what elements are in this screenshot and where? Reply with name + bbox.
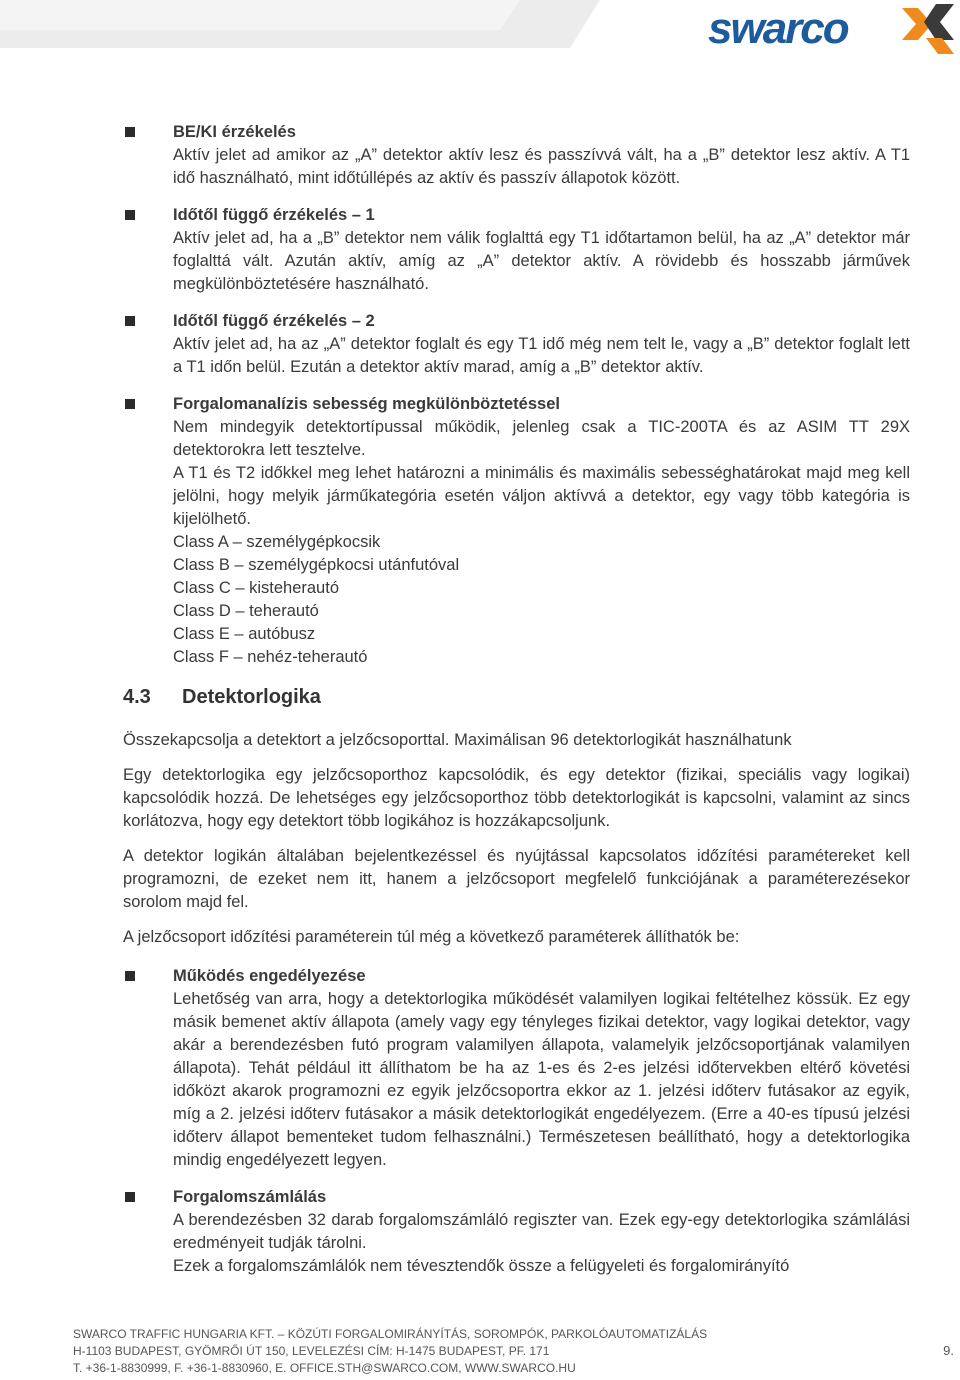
- footer-company: SWARCO TRAFFIC HUNGARIA KFT. – KÖZÚTI FORGALOMIRÁNYÍTÁS, SOROMPÓK, PARKOLÓAUTOMATIZÁLÁS: [73, 1327, 708, 1341]
- bullet-text: Aktív jelet ad amikor az „A” detektor aktív lesz és passzívvá vált, ha a „B” detektor lesz aktív. A T1 idő használható, mint időtúllépés az aktív és passzív állapotok között.: [173, 146, 910, 187]
- class-item: Class F – nehéz-teherautó: [173, 648, 368, 666]
- bullet-title: Működés engedélyezése: [173, 967, 366, 985]
- section-heading: [123, 683, 910, 711]
- paragraph: Egy detektorlogika egy jelzőcsoporthoz kapcsolódik, és egy detektor (fizikai, speciális vagy logikai) kapcsolódik hozzá. De lehetséges egy jelzőcsoporthoz több detektorlogikát is kapcsolni, valamint az sincs korlátozva, hogy egy detektort több logikához is hozzákapcsoljunk.: [123, 766, 910, 830]
- list-item: [123, 965, 910, 1172]
- page-footer: [73, 1326, 933, 1377]
- list-item: [123, 1186, 910, 1278]
- bullet-text: A berendezésben 32 darab forgalomszámláló regiszter van. Ezek egy-egy detektorlogika számlálási eredményeit tudják tárolni.: [173, 1211, 910, 1252]
- bullet-square-icon: [125, 316, 135, 326]
- footer-address: H-1103 BUDAPEST, GYÖMRŐI ÚT 150, LEVELEZÉSI CÍM: H-1475 BUDAPEST, PF. 171: [73, 1344, 550, 1358]
- paragraph: A detektor logikán általában bejelentkezéssel és nyújtással kapcsolatos időzítési paramétereket kell programozni, de ezeket nem itt, hanem a jelzőcsoport megfelelő funkciójának a paraméterezésekor sorolom majd fel.: [123, 847, 910, 911]
- paragraph: A jelzőcsoport időzítési paraméterein túl még a következő paraméterek állíthatók be:: [123, 928, 740, 946]
- bullet-list-bottom: [123, 965, 910, 1278]
- class-item: Class E – autóbusz: [173, 625, 316, 643]
- paragraph: Összekapcsolja a detektort a jelzőcsoporttal. Maximálisan 96 detektorlogikát használhatunk: [123, 731, 792, 749]
- bullet-title: BE/KI érzékelés: [173, 123, 296, 141]
- list-item: [123, 393, 910, 669]
- swarco-logo: swarco: [708, 4, 848, 53]
- bullet-text: A T1 és T2 időkkel meg lehet határozni a minimális és maximális sebességhatárokat majd meg kell jelölni, hogy melyik járműkategória esetén váljon aktívvá a detektor, egy vagy több kategória is kijelölhető.: [173, 464, 910, 528]
- bullet-square-icon: [125, 210, 135, 220]
- bullet-text: Lehetőség van arra, hogy a detektorlogika működését valamilyen logikai feltételhez kössük. Ez egy másik bemenet aktív állapota (amely vagy egy tényleges fizikai detektor, vagy logikai detektor, vagy akár a berendezésben futó program valamilyen állapota, valamelyik jelzőcsoportjának valamilyen állapota). Tehát például itt állíthatom be ha az 1-es és 2-es jelzési időtervekben eltérő követési időközt akarok programozni ez egyik jelzőcsoportra ekkor az 1. jelzési időterv futásakor az egyik, míg a 2. jelzési időterv futásakor a másik detektorlogikát engedélyezem. (Erre a 40-es típusú jelzési időterv állapot bementeket tudom felhasználni.) Természetesen beállítható, hogy a detektorlogika mindig engedélyezett legyen.: [173, 990, 910, 1169]
- section-number: 4.3: [123, 686, 151, 708]
- bullet-square-icon: [125, 399, 135, 409]
- bullet-title: Forgalomszámlálás: [173, 1188, 327, 1206]
- header-banner: [0, 0, 960, 60]
- bullet-title: Forgalomanalízis sebesség megkülönböztetéssel: [173, 395, 560, 413]
- list-item: [123, 204, 910, 296]
- bullet-text: Aktív jelet ad, ha a „B” detektor nem válik foglalttá egy T1 időtartamon belül, ha az „A” detektor már foglalttá vált. Azután aktív, amíg az „A” detektor aktív. A rövidebb és hosszabb járművek megkülönböztetésére használható.: [173, 229, 910, 293]
- bullet-text: Nem mindegyik detektortípussal működik, jelenleg csak a TIC-200TA és az ASIM TT 29X detektorokra lett tesztelve.: [173, 418, 910, 459]
- class-item: Class B – személygépkocsi utánfutóval: [173, 556, 460, 574]
- bullet-square-icon: [125, 127, 135, 137]
- bullet-title: Időtől függő érzékelés – 1: [173, 206, 375, 224]
- list-item: [123, 310, 910, 379]
- class-item: Class D – teherautó: [173, 602, 319, 620]
- section-title: Detektorlogika: [182, 686, 321, 708]
- bullet-text: Ezek a forgalomszámlálók nem tévesztendők össze a felügyeleti és forgalomirányító: [173, 1257, 790, 1275]
- swarco-logo-mark-icon: [896, 2, 958, 60]
- document-body: [123, 121, 910, 1288]
- class-item: Class C – kisteherautó: [173, 579, 339, 597]
- bullet-square-icon: [125, 1192, 135, 1202]
- page-number: 9.: [943, 1343, 954, 1358]
- bullet-text: Aktív jelet ad, ha az „A” detektor foglalt és egy T1 idő még nem telt le, vagy a „B” detektor foglalt lett a T1 időn belül. Ezután a detektor aktív marad, amíg a „B” detektor aktív.: [173, 335, 910, 376]
- class-item: Class A – személygépkocsik: [173, 533, 381, 551]
- footer-contact: T. +36-1-8830999, F. +36-1-8830960, E. OFFICE.STH@SWARCO.COM, WWW.SWARCO.HU: [73, 1361, 576, 1375]
- bullet-square-icon: [125, 971, 135, 981]
- bullet-title: Időtől függő érzékelés – 2: [173, 312, 375, 330]
- list-item: [123, 121, 910, 190]
- bullet-list-top: [123, 121, 910, 669]
